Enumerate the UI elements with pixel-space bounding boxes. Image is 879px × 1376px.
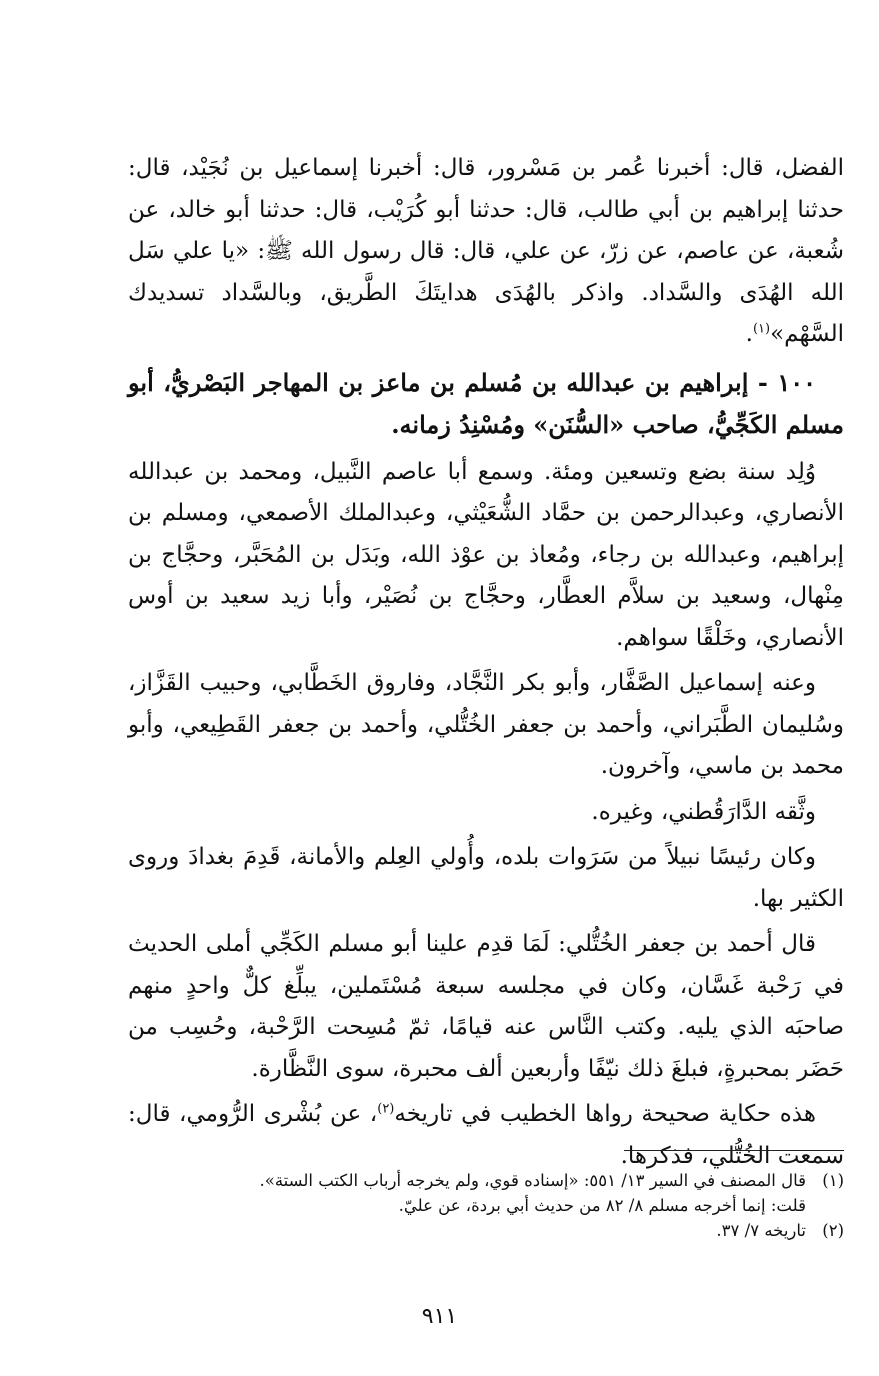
paragraph-trustworthiness: وثَّقه الدَّارَقُطني، وغيره.: [591, 798, 816, 825]
footnote-1-continuation: قلت: إنما أخرجه مسلم ٨/ ٨٢ من حديث أبي بردة، عن عليّ.: [398, 1196, 806, 1215]
paragraph-tail: .: [745, 321, 753, 347]
footnote-number: (٢): [822, 1221, 844, 1240]
paragraph-tail: ، عن بُشْرى الرُّومي، قال: سمعت الخُتُّلي، فذكرها.: [128, 1101, 844, 1169]
footnote-reference: (٢): [377, 1101, 395, 1117]
paragraph-text: هذه حكاية صحيحة رواها الخطيب في تاريخه: [394, 1101, 816, 1127]
paragraph-birth-and-teachers: وُلِد سنة بضع وتسعين ومئة. وسمع أبا عاصم النَّبيل، ومحمد بن عبدالله الأنصاري، وعبدالرحمن بن حمَّاد الشُّعَيْثي، وعبدالملك الأصمعي، ومسلم بن إبراهيم، وعبدالله بن رجاء، ومُعاذ بن عوْذ الله، وبَدَل بن المُحَبَّر، وحجَّاج بن مِنْهال، وسعيد بن سلاَّم العطَّار، وحجَّاج بن نُصَيْر، وأبا زيد سعيد بن أوس الأنصاري، وخَلْقًا سواهم.: [128, 458, 844, 651]
book-page-body: [128, 148, 844, 1181]
entry-heading: ١٠٠ - إبراهيم بن عبدالله بن مُسلم بن ماعز بن المهاجر البَصْريُّ، أبو مسلم الكَجِّيُّ، صاحب «السُّنَن» ومُسْنِدُ زمانه.: [128, 367, 844, 439]
footnote-separator: [624, 1150, 844, 1151]
page-number: ٩١١: [421, 1304, 458, 1329]
footnote-text: تاريخه ٧/ ٣٧.: [716, 1221, 806, 1240]
paragraph-dictation-story: قال أحمد بن جعفر الخُتُّلي: لَمَا قدِم علينا أبو مسلم الكَجِّي أملى الحديث في رَحْبة غَسَّان، وكان في مجلسه سبعة مُسْتَملين، يبلِّغ كلٌّ واحدٍ منهم صاحبَه الذي يليه. وكتب النَّاس عنه قيامًا، ثمّ مُسِحت الرَّحْبة، وحُسِب من حَضَر بمحبرةٍ، فبلغَ ذلك نيّفًا وأربعين ألف محبرة، سوى النَّظَّارة.: [128, 931, 844, 1082]
footnote-1: [128, 1168, 844, 1193]
paragraph-status: وكان رئيسًا نبيلاً من سَرَوات بلده، وأُولي العِلم والأمانة، قَدِمَ بغدادَ وروى الكثير بها.: [128, 844, 844, 912]
footnote-reference: (١): [752, 321, 771, 337]
paragraph-source: [128, 1094, 844, 1177]
paragraph-continuation: [128, 148, 844, 356]
footnote-2: [128, 1218, 844, 1243]
footnotes: [128, 1168, 844, 1243]
footnote-number: (١): [822, 1171, 844, 1190]
paragraph-students: وعنه إسماعيل الصَّفَّار، وأبو بكر النَّجَّاد، وفاروق الخَطَّابي، وحبيب القَزَّاز، وسُليمان الطَّبَراني، وأحمد بن جعفر الخُتُّلي، وأحمد بن جعفر القَطِيعي، وأبو محمد بن ماسي، وآخرون.: [128, 670, 844, 779]
paragraph-text: الفضل، قال: أخبرنا عُمر بن مَسْرور، قال: أخبرنا إسماعيل بن نُجَيْد، قال: حدثنا إبراهيم بن أبي طالب، قال: حدثنا أبو كُرَيْب، قال: حدثنا أبو خالد، عن شُعبة، عن عاصم، عن زرّ، عن علي، قال: قال رسول الله ﷺ: «يا علي سَل الله الهُدَى والسَّداد. واذكر بالهُدَى هدايتَكَ الطَّريق، وبالسَّداد تسديدك السَّهْم»: [128, 155, 844, 347]
footnote-text: قال المصنف في السير ١٣/ ٥٥١: «إسناده قوي، ولم يخرجه أرباب الكتب الستة».: [259, 1171, 806, 1190]
